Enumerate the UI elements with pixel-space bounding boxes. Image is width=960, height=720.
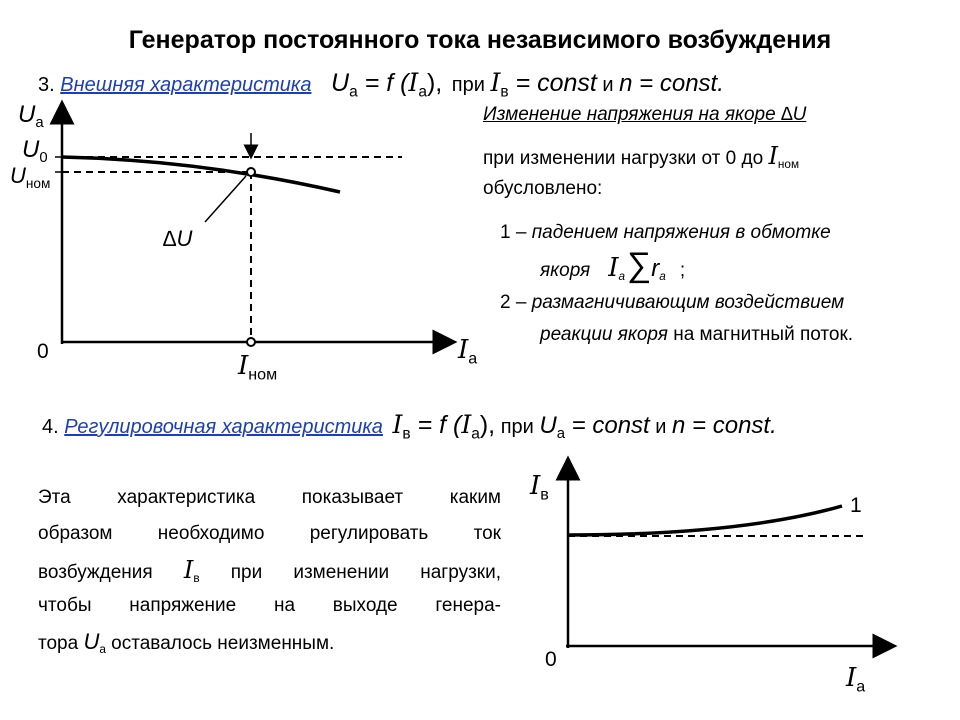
chart2-x-label: $I_а$ [846,663,866,696]
regulation-characteristic-link[interactable]: Регулировочная характеристика [64,416,383,438]
explain3-item1-cont: якоря $I_а\sum r_а$ ; [540,246,686,284]
u0-label: $U_0$ [22,136,48,167]
paragraph4-line1: Эта характеристика показывает каким [38,487,501,508]
section4-cond-pri: при [500,416,534,438]
chart2-y-label: $I_в$ [530,471,549,504]
inom-label: $I_{ном}$ [238,351,278,384]
section4-cond: $U_а$ = const [539,412,650,443]
section4-cond-and: и [655,416,667,438]
paragraph4-line5: тора $U_а$ оставалось неизменным. [38,629,335,657]
external-characteristic-link[interactable]: Внешняя характеристика [60,74,312,96]
explain3-line2: при изменении нагрузки от 0 до $I_{ном}$ [483,142,800,172]
section3-formula: $U_а = f$ $(I_а)$, [331,68,443,101]
section3-cond-n: n = const. [619,70,724,97]
delta-u-label: ∆U [163,226,193,251]
chart2-curve [568,506,842,535]
explain3-line1: Изменение напряжения на якоре ∆U [483,104,807,125]
section4-cond-n: n = const. [672,412,777,439]
section3-number: 3. [38,74,55,96]
section3-cond-pri: при [451,74,485,96]
section3-cond: $I_в$ = const [490,68,597,101]
chart1-x-label: $I_а$ [458,335,478,368]
page-title: Генератор постоянного тока независимого возбуждения [128,26,832,54]
paragraph4-line3: возбуждения $I_в$ при изменении нагрузки, [38,556,501,586]
chart2-curve-label: 1 [850,494,862,517]
section4-number: 4. [42,416,59,438]
chart1-origin: 0 [37,340,49,363]
explain3-item2: 2 – размагничивающим воздействием [500,292,845,313]
explain3-item2-cont: реакции якоря на магнитный поток. [540,324,854,345]
chart1-y-label: $U_а$ [18,101,44,132]
unom-label: $U_{ном}$ [10,163,51,191]
explain3-line3: обусловлено: [483,178,603,199]
paragraph4-line2: образом необходимо регулировать ток [38,523,501,544]
section3-cond-and: и [602,74,614,96]
section4-formula: $I_в = f$ $(I_а)$, [392,410,496,443]
paragraph4-line4: чтобы напряжение на выходе генера- [38,595,501,616]
explain3-item1: 1 – падением напряжения в обмотке [500,222,831,243]
chart2-origin: 0 [545,648,557,671]
